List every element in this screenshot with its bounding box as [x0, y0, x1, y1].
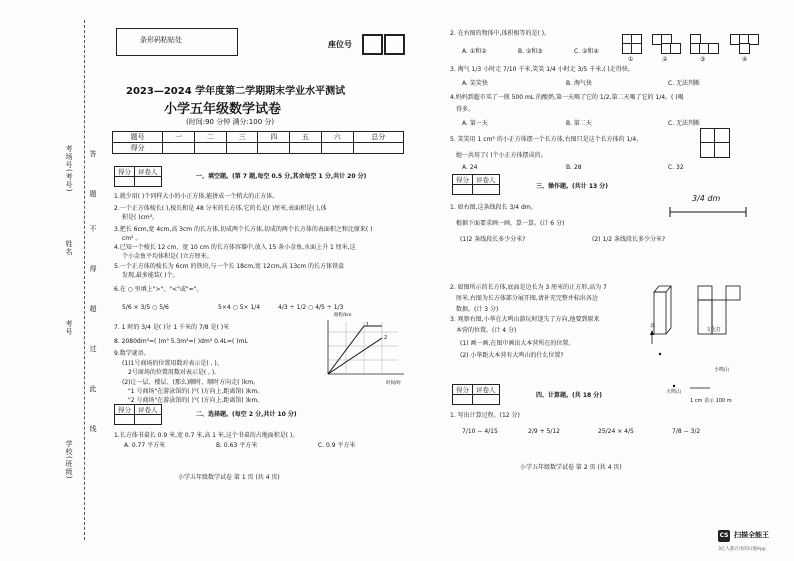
s2q1-opt-c: C. 0.9 平方米	[318, 442, 356, 449]
footer-right: 小学五年级数学试卷 第 2 页 (共 4 页)	[520, 464, 622, 471]
sidebar-warning-8: 线	[89, 425, 97, 433]
score-head-2: 二	[194, 132, 226, 143]
seat-box-2	[384, 34, 405, 55]
graph-line-a: 1	[366, 322, 370, 328]
distance-time-graph	[318, 318, 408, 380]
sidebar-warning-2: 题	[89, 190, 97, 198]
sidebar-warning-5: 超	[89, 305, 97, 313]
q2a: 2.一个正方体棱长( ),棱长和是 48 分米的长方体,它的长是( )厘米,表面积是( ),体	[114, 205, 327, 212]
cube-label-4: ④	[742, 56, 748, 63]
section2-title: 二、选择题。(每空 2 分,共计 10 分)	[196, 411, 297, 418]
q5a: 5.一个正方体的棱长为 6cm 的铁块,与一个长 18cm,宽 12cm,高 13cm 的长方体铁盒	[114, 263, 345, 270]
s3q2b: 厘米,右图为长方体部分展开图,请补充完整并标出各边	[456, 295, 598, 302]
exam-title: 小学五年级数学试卷	[164, 102, 282, 117]
s3q2c: 数据。(计 3 分)	[456, 306, 499, 313]
q6-item-1: 5/6 × 3/5 ○ 5/6	[122, 304, 169, 311]
section1-title: 一、填空题。(第 7 题,每空 0.5 分,其余每空 1 分,共计 20 分)	[196, 173, 367, 180]
s2q4b: 得多。	[456, 106, 475, 113]
exam-title-year: 2023—2024 学年度第二学期期末学业水平测试	[126, 86, 346, 97]
s3q2: 2. 如图所示的长方体,底面是边长为 3 厘米的正方形,高为 7	[450, 284, 607, 291]
map-place: 小鸣山	[714, 367, 730, 373]
s2q3: 3. 淘气 1/3 小时走 7/10 千米,笑笑 1/4 小时走 3/5 千米,( )走得快。	[450, 66, 634, 73]
graph-y-label: 路程/km	[334, 313, 352, 318]
s2q3-opt-c: C. 无法判断	[668, 80, 701, 87]
calc-item-1: 7/10 − 4/15	[462, 428, 498, 435]
q2b: 积是( )cm³。	[122, 214, 159, 221]
sidebar-warning-1: 答	[89, 150, 97, 158]
q8: 8. 2080dm³=( )m³ 5.3m³=( )dm³ 0.4L=( )mL	[114, 338, 248, 345]
s2q3-opt-b: B. 淘气快	[566, 80, 592, 87]
s4q1: 1. 写出计算过程。(12 分)	[450, 412, 520, 419]
sidebar-warning-3: 不	[89, 225, 97, 233]
q3a: 3.把长 6cm,宽 4cm,高 3cm 的长方体,切成两个长方体,切成的两个长方体的表面积之和比原来( )	[114, 226, 373, 233]
cube-label-3: ③	[700, 56, 706, 63]
cube-label-1: ①	[628, 56, 634, 63]
grader-box-1: 得分 评卷人	[114, 166, 162, 187]
sidebar-exam-no: 考号	[65, 320, 73, 336]
grader-box-4: 得分 评卷人	[452, 384, 500, 405]
footer-left: 小学五年级数学试卷 第 1 页 (共 4 页)	[178, 474, 280, 481]
s3q1: 1. 如右图,这条线段长 3/4 dm。	[450, 204, 537, 211]
q5b: 发现,最多能装( )个。	[122, 272, 179, 279]
s3q1b: 根据下面要求画一画、算一算。(计 6 分)	[456, 220, 565, 227]
q9-2b: "1 号商场"在游泳馆的( )°( )方向上,距离馆( )km。	[128, 388, 264, 395]
score-head-7: 总分	[353, 132, 403, 143]
grader-box-2: 得分 评卷人	[114, 404, 162, 425]
score-row-label: 得分	[113, 143, 163, 154]
s3q3b: 本营的位置。(计 4 分)	[456, 327, 517, 334]
sidebar-warning-6: 过	[89, 345, 97, 353]
s2q5b: 她一共用了( )个小正方体摆成的。	[456, 152, 547, 159]
s2q2: 2. 在右图的物体中,体积相等的是( )。	[450, 30, 551, 37]
map-scale: 1 cm 表示 100 m	[690, 398, 732, 404]
scanner-name: 扫描全能王	[734, 531, 769, 539]
s2q1-opt-b: B. 0.63 平方米	[216, 442, 258, 449]
sidebar-name: 姓名	[65, 240, 73, 256]
barcode-label: 条形码粘贴处	[140, 36, 182, 44]
calc-item-3: 25/24 × 4/5	[598, 428, 634, 435]
grader-box-3: 得分 评卷人	[452, 174, 500, 195]
q3b: cm² 。	[122, 235, 142, 242]
exam-meta: (时间:90 分钟 满分:100 分)	[186, 118, 275, 126]
score-head-4: 四	[258, 132, 290, 143]
s3q3: 3. 观察右图,小华在大鸣山游玩时迷失了方向,他要到原来	[450, 316, 600, 323]
q9-1: (1)1号商场的位置用数对表示是( , )。	[122, 360, 223, 367]
s2q5-opt-c: C. 32	[668, 164, 684, 171]
s2q2-opt-c: C. ②和④	[574, 48, 599, 55]
calc-item-4: 7/8 − 3/2	[672, 428, 701, 435]
s2q4: 4.妈妈到超市买了一瓶 500 mL 的酸奶,第一天喝了它的 1/2,第二天喝了它的 1/4。( )喝	[450, 94, 684, 101]
map-north: 北	[650, 323, 656, 329]
s2q5-opt-a: A. 24	[462, 164, 478, 171]
q9-title: 9.数学谜语。	[114, 350, 150, 357]
q7: 7. 1 时的 3/4 是( )分 1 千米的 7/8 是( )米	[114, 324, 230, 331]
seal-line	[84, 20, 85, 540]
s2q4-opt-b: B. 第二天	[566, 120, 592, 127]
graph-x-label: 时间/时	[386, 381, 402, 386]
section3-title: 三、操作题。(共计 13 分)	[536, 183, 609, 190]
scanner-logo-icon: CS	[718, 530, 730, 542]
s3q3-2: (2) 小华距大本营有大鸣山的什么位置?	[460, 352, 564, 359]
map-figure	[646, 330, 726, 390]
s3q1-1: (1)2 条线段长多少分米?	[460, 236, 526, 243]
sidebar-warning-7: 此	[89, 385, 97, 393]
score-head-3: 三	[226, 132, 258, 143]
s2q5-opt-b: B. 28	[566, 164, 582, 171]
segment-figure	[668, 206, 748, 218]
score-head-5: 五	[290, 132, 322, 143]
s2q2-opt-a: A. ①和②	[462, 48, 487, 55]
s2q3-opt-a: A. 笑笑快	[462, 80, 488, 87]
map-camp: 文化打	[706, 327, 722, 333]
q9-1b: 2号商场的位置用数对表示是( , )。	[128, 369, 221, 376]
sidebar-warning-4: 得	[89, 265, 97, 273]
q6: 6.在 ○ 里填上">"、"<"或"="。	[114, 286, 203, 293]
cube-label-2: ②	[662, 56, 668, 63]
sidebar-school: 学校(班级)	[65, 440, 73, 480]
calc-item-2: 2/9 + 5/12	[528, 428, 560, 435]
s2q1-opt-a: A. 0.77 平方米	[124, 442, 166, 449]
seat-box-1	[362, 34, 383, 55]
s2q2-opt-b: B. ②和③	[518, 48, 543, 55]
s3q3-1: (1) 画一画,在图中画出大本营所在的位置。	[460, 340, 575, 347]
q4a: 4.已知一个棱长 12 cm、宽 10 cm 的长方体容器中,放入 15 条小金鱼,水面上升 1 厘米,这	[114, 244, 356, 251]
segment-label: 3/4 dm	[692, 194, 721, 203]
scanner-sub: 3亿人都在用的扫描App	[718, 547, 766, 552]
score-head-0: 题号	[113, 132, 163, 143]
seat-label: 座位号	[328, 40, 352, 49]
score-head-1: 一	[163, 132, 195, 143]
q9-2c: "2 号商场"在游泳馆的( )°( )方向上,距离馆( )km。	[128, 397, 264, 404]
q6-item-2: 5×4 ○ 5× 1/4	[218, 304, 261, 311]
score-head-6: 六	[321, 132, 353, 143]
q1: 1.就少用( )个同样大小的小正方体,能拼成一个稍大的正方体。	[114, 193, 279, 200]
map-hill: 大鸣山	[666, 389, 682, 395]
s3q1-2: (2) 1/2 条线段长多少分米?	[592, 236, 666, 243]
s2q5: 5. 笑笑用 1 cm³ 的小正方体摆一个长方体,右图只是这个长方体的 1/4,	[450, 136, 639, 143]
sidebar-exam-room: 考场号(考号)	[65, 145, 73, 193]
graph-line-b: 2	[384, 335, 388, 341]
s2q4-opt-c: C. 无法判断	[668, 120, 701, 127]
q4b: 个小金鱼平均体积是( )立方厘米。	[122, 253, 213, 260]
s2q4-opt-a: A. 第一天	[462, 120, 488, 127]
s2q1: 1.长方体书桌长 0.9 米,宽 0.7 米,高 1 米,这个书桌的占地面积是( )。	[114, 432, 299, 439]
section4-title: 四、计算题。(共 18 分)	[536, 392, 603, 399]
score-table	[112, 131, 404, 154]
q6-item-3: 4/3 ÷ 1/2 ○ 4/5 ÷ 1/3	[278, 304, 344, 311]
q9-2: (2)让一层、楼层、(那么)顺时、顺时方向走( )km。	[122, 379, 260, 386]
